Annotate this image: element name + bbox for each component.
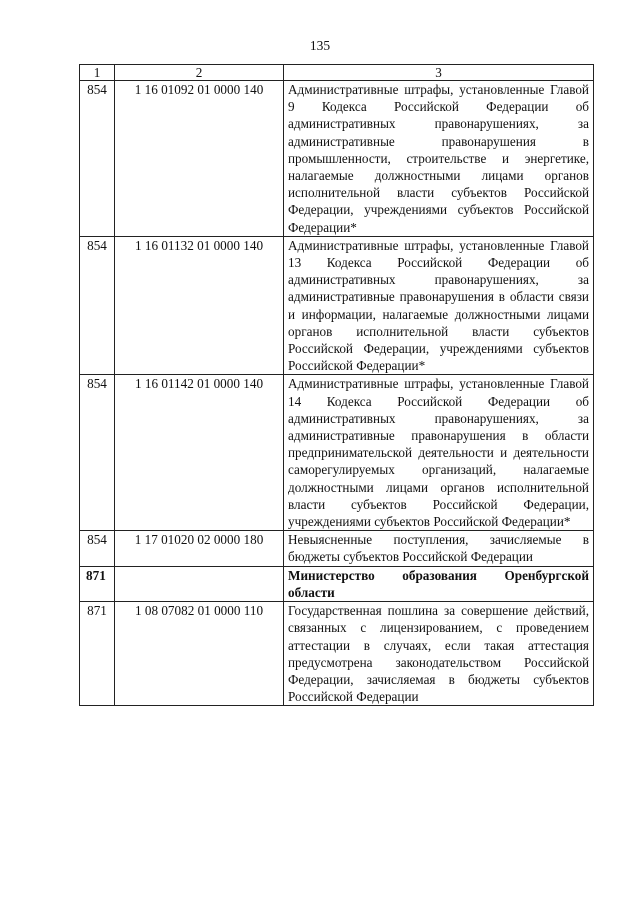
revenue-code-cell bbox=[115, 566, 284, 601]
column-header-2: 2 bbox=[115, 65, 284, 81]
administrator-code-cell: 871 bbox=[80, 602, 115, 706]
description-cell: Административные штрафы, установленные Главой 14 Кодекса Российской Федерации об административных правонарушениях, за административные правонарушения в области предпринимательской деятельности и деятельности саморегулируемых организаций, налагаемые должностными лицами органов исполнительной власти субъектов Российской Федерации, учреждениями субъектов Российской Федерации* bbox=[284, 375, 594, 531]
column-header-3: 3 bbox=[284, 65, 594, 81]
administrator-code-cell: 854 bbox=[80, 375, 115, 531]
table-row bbox=[80, 602, 594, 706]
column-header-1: 1 bbox=[80, 65, 115, 81]
administrator-code-cell: 854 bbox=[80, 81, 115, 237]
table-row bbox=[80, 531, 594, 566]
table-row-ministry-heading bbox=[80, 566, 594, 601]
revenue-code-cell: 1 08 07082 01 0000 110 bbox=[115, 602, 284, 706]
description-cell: Административные штрафы, установленные Главой 13 Кодекса Российской Федерации об административных правонарушениях, за административные правонарушения в области связи и информации, налагаемые должностными лицами органов исполнительной власти субъектов Российской Федерации, учреждениями субъектов Российской Федерации* bbox=[284, 236, 594, 375]
page-number: 135 bbox=[309, 38, 331, 53]
description-cell: Невыясненные поступления, зачисляемые в бюджеты субъектов Российской Федерации bbox=[284, 531, 594, 566]
administrator-code-cell: 854 bbox=[80, 531, 115, 566]
revenue-code-cell: 1 17 01020 02 0000 180 bbox=[115, 531, 284, 566]
table-header-row bbox=[80, 65, 594, 81]
ministry-name-cell: Министерство образования Оренбургской области bbox=[284, 566, 594, 601]
revenue-code-cell: 1 16 01142 01 0000 140 bbox=[115, 375, 284, 531]
description-cell: Государственная пошлина за совершение действий, связанных с лицензированием, с проведением аттестации в случаях, если такая аттестация предусмотрена законодательством Российской Федерации, зачисляемая в бюджеты субъектов Российской Федерации bbox=[284, 602, 594, 706]
revenue-codes-table bbox=[79, 64, 594, 706]
description-cell: Административные штрафы, установленные Главой 9 Кодекса Российской Федерации об административных правонарушениях, за административные правонарушения в промышленности, строительстве и энергетике, налагаемые должностными лицами органов исполнительной власти субъектов Российской Федерации, учреждениями субъектов Российской Федерации* bbox=[284, 81, 594, 237]
revenue-code-cell: 1 16 01132 01 0000 140 bbox=[115, 236, 284, 375]
revenue-code-cell: 1 16 01092 01 0000 140 bbox=[115, 81, 284, 237]
table-row bbox=[80, 375, 594, 531]
table-row bbox=[80, 236, 594, 375]
administrator-code-cell: 854 bbox=[80, 236, 115, 375]
administrator-code-cell: 871 bbox=[80, 566, 115, 601]
table-row bbox=[80, 81, 594, 237]
